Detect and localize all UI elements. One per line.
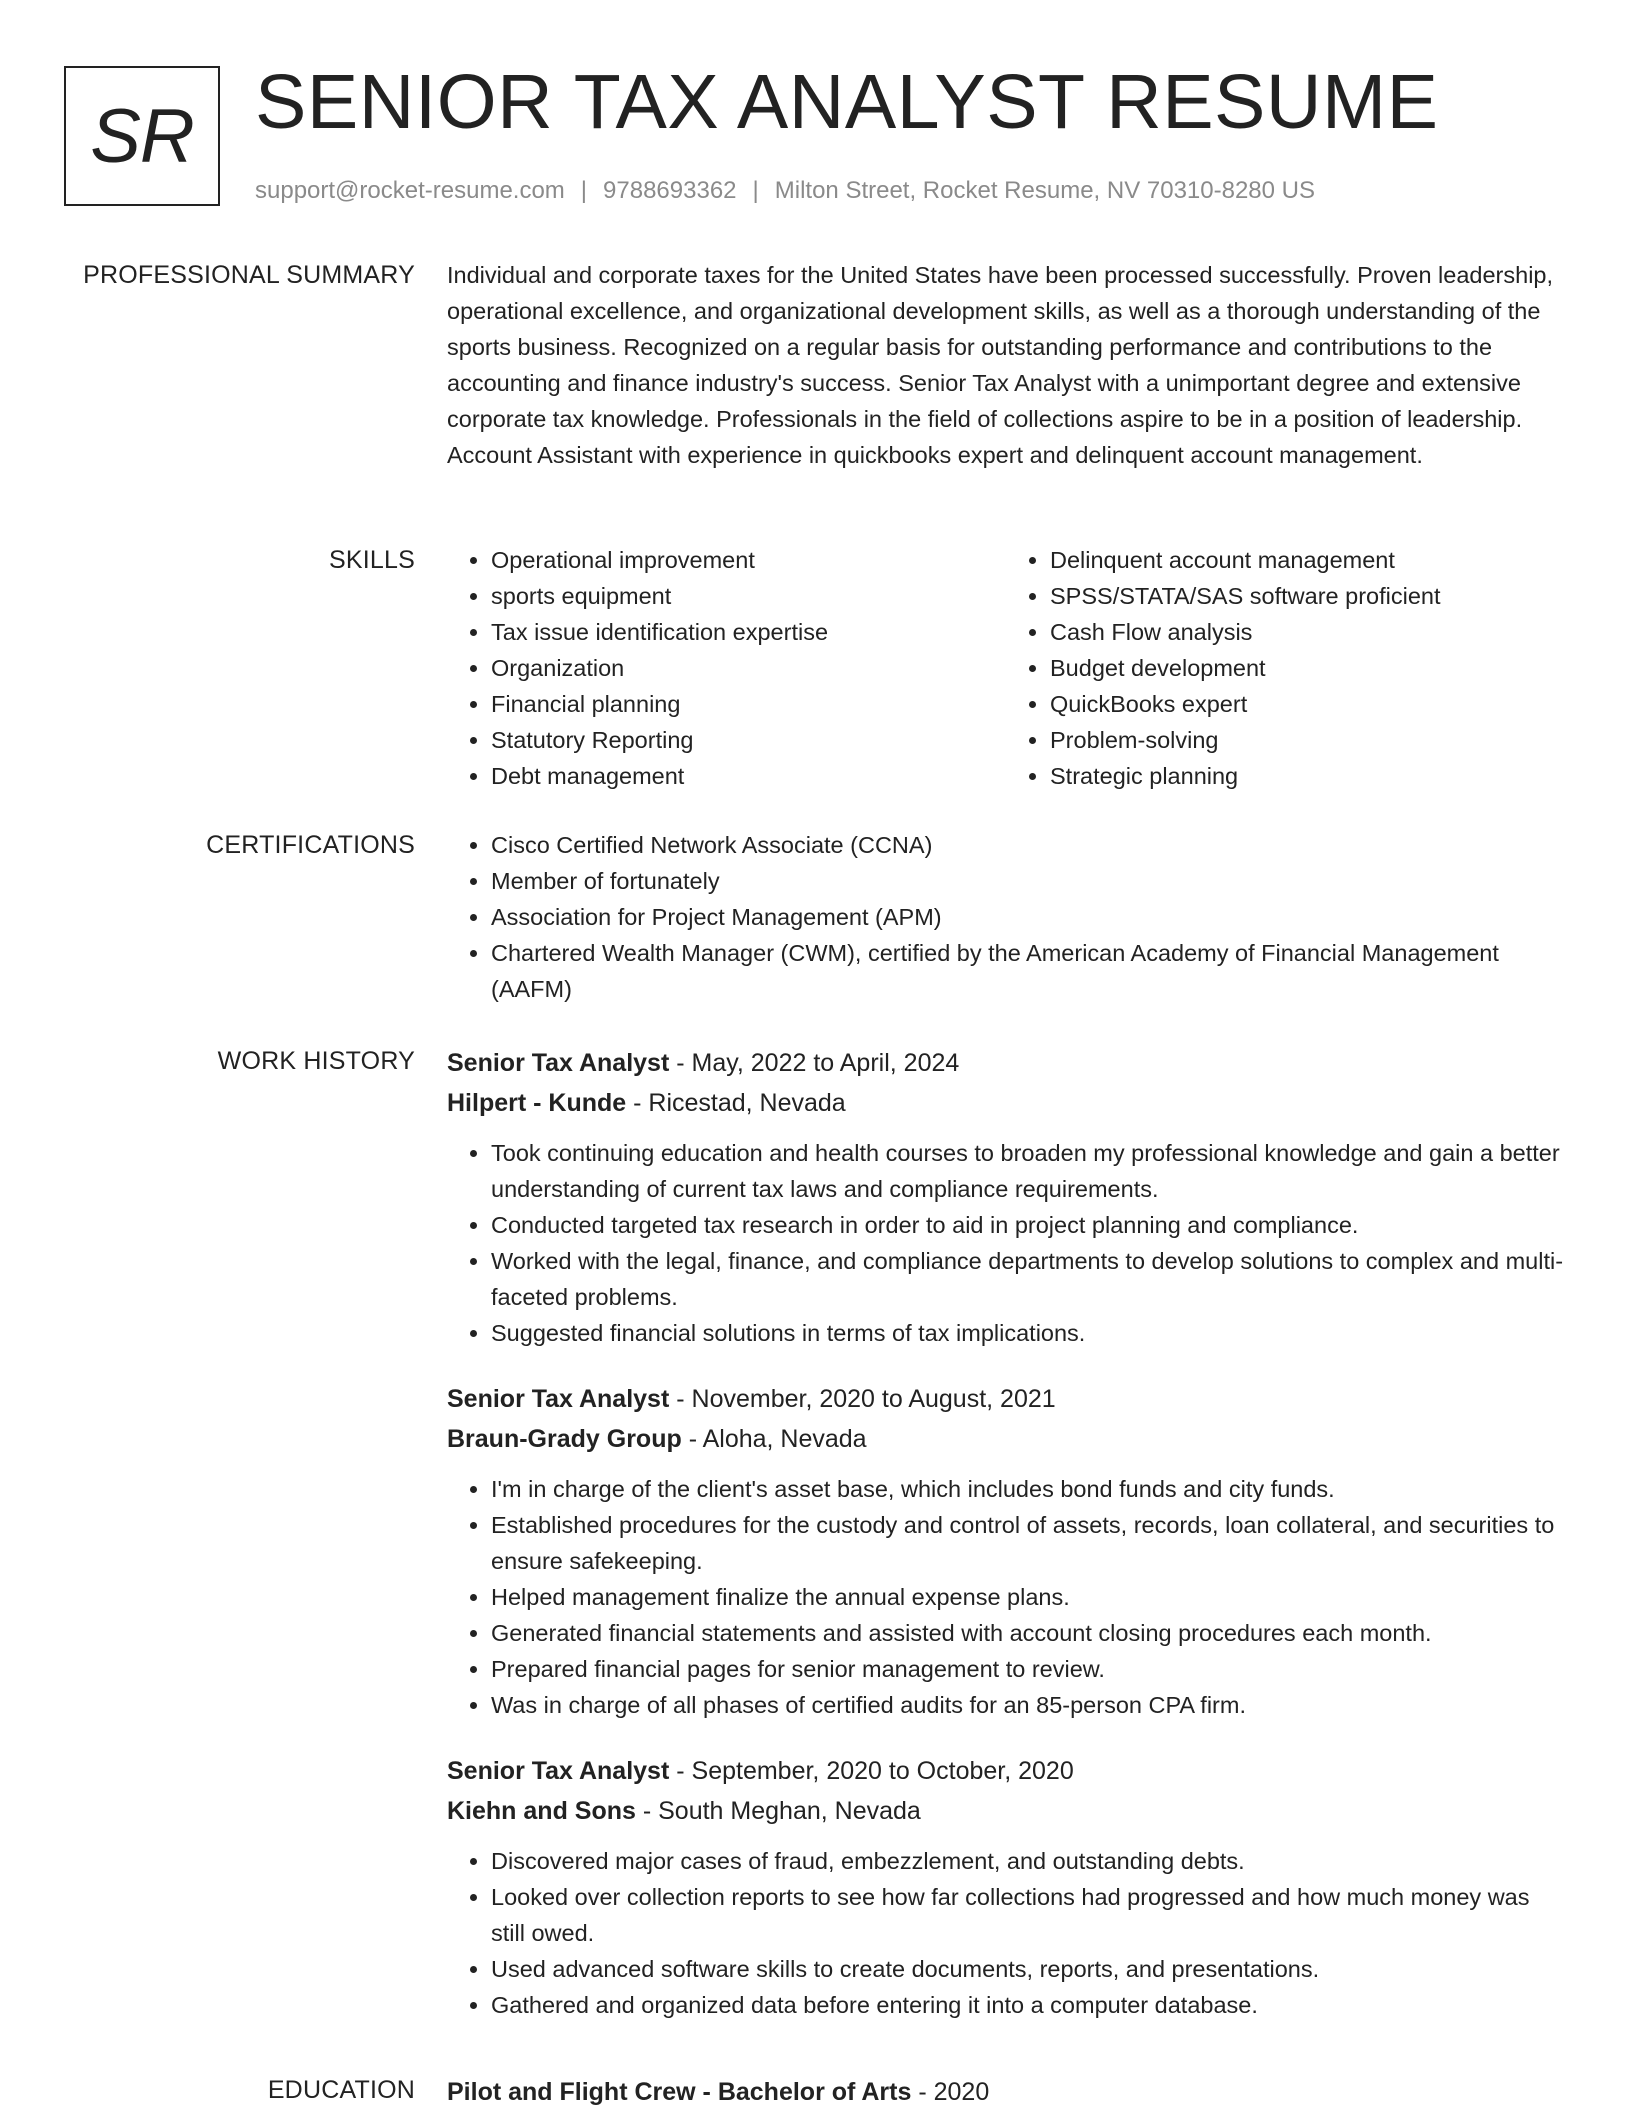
job-dates: - September, 2020 to October, 2020 [669,1757,1074,1785]
job-company: Braun-Grady Group [447,1425,682,1453]
certification-item: • Association for Project Management (APM) [491,899,1565,935]
job-duty: • Looked over collection reports to see how far collections had progressed and how much money was still owed. [491,1879,1565,1951]
skill-item: • Budget development [1050,650,1565,686]
job-duty: • I'm in charge of the client's asset base, which includes bond funds and city funds. [491,1471,1565,1507]
job-company-line [447,1791,1565,1831]
job-company-line [447,1083,1565,1123]
contact-address: Milton Street, Rocket Resume, NV 70310-8280 US [774,177,1316,204]
job-duty: • Discovered major cases of fraud, embezzlement, and outstanding debts. [491,1843,1565,1879]
section-label-work-history: WORK HISTORY [217,1047,415,1075]
skill-item: • Delinquent account management [1050,542,1565,578]
job-location: - Aloha, Nevada [681,1425,867,1453]
skill-item: • SPSS/STATA/SAS software proficient [1050,578,1565,614]
resume-title: SENIOR TAX ANALYST RESUME [255,59,1439,145]
skill-item: • QuickBooks expert [1050,686,1565,722]
contact-separator: | [580,177,588,204]
skill-item: • Financial planning [491,686,1006,722]
skill-item: • Tax issue identification expertise [491,614,1006,650]
skills-list-left [447,542,1006,794]
job-dates: - November, 2020 to August, 2021 [669,1385,1056,1413]
job-duties-list [447,1843,1565,2023]
job-duty: • Prepared financial pages for senior management to review. [491,1651,1565,1687]
education-line [447,2072,1565,2112]
job-company: Hilpert - Kunde [447,1089,627,1117]
certification-item: • Chartered Wealth Manager (CWM), certified by the American Academy of Financial Management (AAFM) [491,935,1565,1007]
certifications-list [447,827,1565,1007]
job-entry [447,1043,1565,1351]
job-duty: • Gathered and organized data before entering it into a computer database. [491,1987,1565,2023]
skill-item: • Organization [491,650,1006,686]
section-label-certifications: CERTIFICATIONS [206,831,415,859]
certifications-body [447,827,1565,1007]
section-label-summary: PROFESSIONAL SUMMARY [83,261,415,289]
section-label-skills: SKILLS [329,546,415,574]
skill-item: • Debt management [491,758,1006,794]
job-duty: • Was in charge of all phases of certified audits for an 85-person CPA firm. [491,1687,1565,1723]
skill-item: • Operational improvement [491,542,1006,578]
monogram-logo: SR [64,66,220,206]
education-year: - 2020 [911,2078,990,2106]
contact-line [255,174,1315,208]
job-duty: • Worked with the legal, finance, and compliance departments to develop solutions to complex and multi-faceted problems. [491,1243,1565,1315]
contact-separator: | [752,177,759,204]
education-body [447,2072,1565,2112]
job-duty: • Suggested financial solutions in terms of tax implications. [491,1315,1565,1351]
job-entry [447,1379,1565,1723]
skills-body [447,542,1565,794]
skill-item: • sports equipment [491,578,1006,614]
job-location: - Ricestad, Nevada [626,1089,846,1117]
education-degree: Pilot and Flight Crew - Bachelor of Arts [447,2078,912,2106]
contact-phone[interactable]: 9788693362 [603,177,737,204]
job-title-line [447,1751,1565,1791]
job-duty: • Generated financial statements and assisted with account closing procedures each month. [491,1615,1565,1651]
job-title: Senior Tax Analyst [447,1049,670,1077]
job-title-line [447,1379,1565,1419]
skills-list-right [1006,542,1565,794]
job-duty: • Took continuing education and health courses to broaden my professional knowledge and gain a better understanding of current tax laws and compliance requirements. [491,1135,1565,1207]
job-duty: • Helped management finalize the annual expense plans. [491,1579,1565,1615]
skill-item: • Problem-solving [1050,722,1565,758]
work-history-body [447,1043,1565,2023]
job-duty: • Established procedures for the custody and control of assets, records, loan collateral, and securities to ensure safekeeping. [491,1507,1565,1579]
contact-email[interactable]: support@rocket-resume.com [255,177,565,204]
job-entry [447,1751,1565,2023]
job-title: Senior Tax Analyst [447,1757,670,1785]
job-title-line [447,1043,1565,1083]
section-label-education: EDUCATION [267,2076,415,2104]
summary-text: Individual and corporate taxes for the United States have been processed successfully. Proven leadership, operational excellence, and organizational development skills, as well as a thorough understanding of the sports business. Recognized on a regular basis for outstanding performance and contributions to the accounting and finance industry's success. Senior Tax Analyst with a unimportant degree and extensive corporate tax knowledge. Professionals in the field of collections aspire to be in a position of leadership. Account Assistant with experience in quickbooks expert and delinquent account management. [447,262,1554,468]
job-location: - South Meghan, Nevada [635,1797,921,1825]
skill-item: • Statutory Reporting [491,722,1006,758]
job-dates: - May, 2022 to April, 2024 [669,1049,960,1077]
job-duties-list [447,1471,1565,1723]
certification-item: • Member of fortunately [491,863,1565,899]
job-company-line [447,1419,1565,1459]
skill-item: • Strategic planning [1050,758,1565,794]
skill-item: • Cash Flow analysis [1050,614,1565,650]
job-duties-list [447,1135,1565,1351]
certification-item: • Cisco Certified Network Associate (CCNA) [491,827,1565,863]
summary-body [447,257,1565,473]
job-duty: • Used advanced software skills to create documents, reports, and presentations. [491,1951,1565,1987]
job-duty: • Conducted targeted tax research in order to aid in project planning and compliance. [491,1207,1565,1243]
job-title: Senior Tax Analyst [447,1385,670,1413]
job-company: Kiehn and Sons [447,1797,636,1825]
